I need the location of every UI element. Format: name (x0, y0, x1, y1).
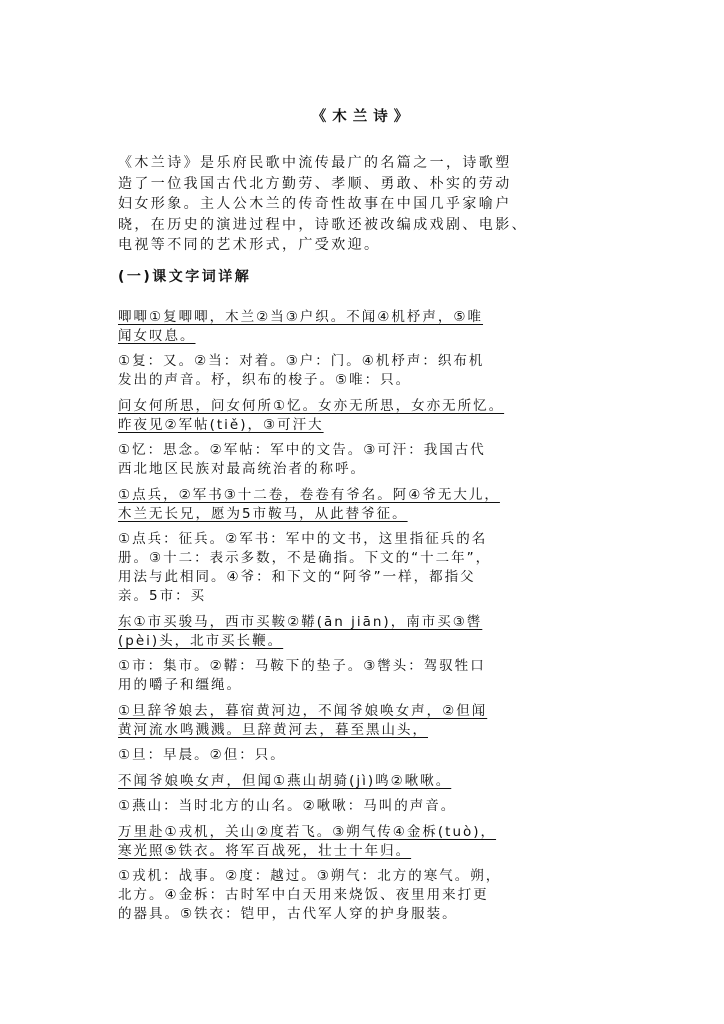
annotation-line: 用的嚼子和缰绳。 (118, 677, 242, 693)
annotation-line: ①市：集市。②鞯：马鞍下的垫子。③辔头：驾驭牲口 (118, 658, 486, 674)
intro-line: 电视等不同的艺术形式，广受欢迎。 (118, 237, 381, 253)
verse-block (118, 702, 608, 740)
verse-line: 寒光照⑤铁衣。将军百战死，壮士十年归。 (118, 843, 412, 859)
intro-line: 《木兰诗》是乐府民歌中流传最广的名篇之一，诗歌塑 (118, 155, 512, 171)
verse-line: ①点兵，②军书③十二卷，卷卷有爷名。阿④爷无大儿， (118, 487, 500, 503)
annotation-block (118, 352, 608, 390)
verse-block (118, 823, 608, 861)
annotation-block (118, 530, 608, 606)
verse-line: 昨夜见②军帖(tiě)，③可汗大 (118, 417, 324, 433)
annotation-line: ①忆：思念。②军帖：军中的文告。③可汗：我国古代 (118, 442, 486, 458)
annotation-line: ①复：又。②当：对着。③户：门。④机杼声：织布机 (118, 353, 485, 369)
verse-line: (pèi)头，北市买长鞭。 (118, 633, 284, 649)
verse-block (118, 772, 608, 791)
verse-block (118, 308, 608, 346)
verse-line: 不闻爷娘唤女声，但闻①燕山胡骑(jì)鸣②啾啾。 (118, 773, 452, 789)
annotation-line: 用法与此相同。④爷：和下文的“阿爷”一样，都指父 (118, 569, 476, 585)
verse-line: 万里赴①戎机，关山②度若飞。③朔气传④金柝(tuò)， (118, 824, 497, 840)
annotation-line: 北方。④金柝：古时军中白天用来烧饭、夜里用来打更 (118, 887, 489, 903)
annotation-block (118, 797, 608, 816)
annotation-line: ①戎机：战事。②度：越过。③朔气：北方的寒气。朔， (118, 868, 502, 884)
annotation-block (118, 746, 608, 765)
annotation-line: 亲。5市：买 (118, 588, 207, 604)
annotation-line: 的器具。⑤铁衣：铠甲，古代军人穿的护身服装。 (118, 906, 458, 922)
verse-block (118, 486, 608, 524)
verse-line: 木兰无长兄，愿为5市鞍马，从此替爷征。 (118, 506, 408, 522)
verse-line: 问女何所思，问女何所①忆。女亦无所思，女亦无所忆。 (118, 398, 505, 414)
annotation-line: ①旦：早晨。②但：只。 (118, 747, 286, 763)
annotation-block (118, 441, 608, 479)
intro-line: 晓，在历史的演进过程中，诗歌还被改编成戏剧、电影、 (118, 216, 528, 233)
verse-block (118, 613, 608, 651)
verse-line: ①旦辞爷娘去，暮宿黄河边，不闻爷娘唤女声，②但闻 (118, 703, 488, 719)
section-heading: (一)课文字词详解 (118, 269, 252, 285)
annotation-line: 册。③十二：表示多数，不是确指。下文的“十二年”， (118, 550, 492, 566)
verse-block (118, 397, 608, 435)
annotation-block (118, 867, 608, 924)
annotation-line: ①点兵：征兵。②军书：军中的文书，这里指征兵的名 (118, 531, 488, 547)
annotation-line: 西北地区民族对最高统治者的称呼。 (118, 461, 366, 477)
verse-line: 黄河流水鸣溅溅。旦辞黄河去，暮至黑山头， (118, 722, 428, 738)
annotation-line: 发出的声音。杼，织布的梭子。⑤唯：只。 (118, 372, 412, 388)
document-title: 《木兰诗》 (311, 109, 415, 125)
intro-paragraph (118, 153, 608, 256)
verse-line: 唧唧①复唧唧，木兰②当③户织。不闻④机杼声，⑤唯 (118, 309, 484, 325)
word-explanation-list (118, 308, 608, 931)
intro-line: 妇女形象。主人公木兰的传奇性故事在中国几乎家喻户 (118, 196, 512, 212)
intro-line: 造了一位我国古代北方勤劳、孝顺、勇敢、朴实的劳动 (118, 175, 512, 192)
verse-line: 东①市买骏马，西市买鞍②鞯(ān jiān)，南市买③辔 (118, 614, 483, 630)
annotation-block (118, 657, 608, 695)
verse-line: 闻女叹息。 (118, 328, 196, 344)
annotation-line: ①燕山：当时北方的山名。②啾啾：马叫的声音。 (118, 798, 457, 814)
